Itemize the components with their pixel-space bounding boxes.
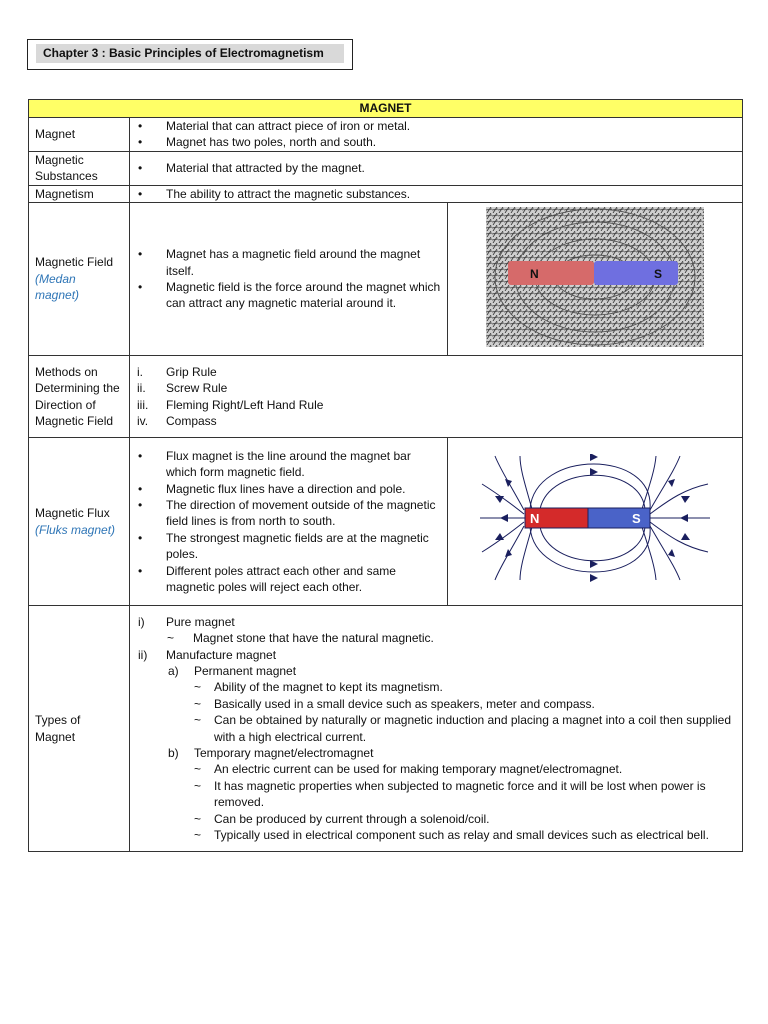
list-item: i) Pure magnet [138,614,235,629]
chapter-title-box [27,39,353,70]
definition-cell [130,438,448,606]
list-item: • Magnetic flux lines have a direction and pole. [138,481,406,496]
list-item: • Magnetic field is the force around the magnet which can attract any magnetic material around it. [138,280,441,311]
list-item: iv. Compass [137,413,217,428]
chapter-title: Chapter 3 : Basic Principles of Electromagnetism [36,44,344,63]
south-label: S [632,511,641,527]
table-row [29,438,743,606]
table-row [29,606,743,852]
list-item: • The strongest magnetic fields are at the magnetic poles. [138,530,429,562]
list-item: • Material that can attract piece of iron or metal. [138,119,411,133]
definition-cell [130,185,743,202]
list-item: a) Permanent magnet [168,663,297,678]
definition-cell [130,606,743,852]
list-item: iii. Fleming Right/Left Hand Rule [137,397,324,412]
definition-cell [130,151,743,185]
table-row [29,151,743,185]
table-row [29,356,743,438]
translation-fluks-magnet: (Fluks magnet) [35,522,116,537]
north-label: N [530,266,539,281]
definition-cell [130,203,448,356]
list-item: ~ Magnet stone that have the natural magnetic. [167,631,434,646]
term-magnet: Magnet [29,118,130,152]
south-label: S [654,266,663,281]
list-item: • Different poles attract each other and same magnetic poles will reject each other. [138,563,396,594]
list-item: ~ Typically used in electrical component such as relay and small devices such as electrical bell. [194,827,709,842]
list-item: ~ Can be produced by current through a solenoid/coil. [194,811,490,826]
term-magnetic-field: Magnetic Field (Medan magnet) [29,203,130,356]
list-item: ii. Screw Rule [137,381,228,396]
term-magnetic-flux: Magnetic Flux (Fluks magnet) [29,438,130,606]
term-magnetic-substances: Magnetic Substances [29,151,130,185]
list-item: b) Temporary magnet/electromagnet [168,745,374,760]
magnet-field-image [486,207,704,347]
list-item: i. Grip Rule [137,364,217,379]
list-item: • The ability to attract the magnetic substances. [138,186,411,201]
north-label: N [530,511,540,527]
list-item: • Magnet has a magnetic field around the magnet itself. [138,247,421,278]
definition-cell [130,118,743,152]
translation-medan-magnet: (Medan magnet) [35,271,80,303]
term-methods: Methods on Determining the Direction of Magnetic Field [29,356,130,438]
term-types-of-magnet: Types of Magnet [29,606,130,852]
list-item: ii) Manufacture magnet [138,647,277,662]
flux-lines-figure [448,438,743,606]
iron-filings-figure [448,203,743,356]
definition-cell [130,356,743,438]
magnet-table [28,99,743,852]
list-item: • Material that attracted by the magnet. [138,161,365,176]
list-item: • Magnet has two poles, north and south. [138,135,377,150]
list-item: ~ Basically used in a small device such as speakers, meter and compass. [194,696,595,711]
flux-diagram-image [480,454,710,584]
table-row [29,185,743,202]
term-magnetism: Magnetism [29,185,130,202]
list-item: ~ It has magnetic properties when subjected to magnetic force and it will be lost when power is removed. [194,778,706,810]
list-item: ~ Can be obtained by naturally or magnetic induction and placing a magnet into a coil then supplied with a high electrical current. [194,713,732,744]
list-item: ~ An electric current can be used for making temporary magnet/electromagnet. [194,762,623,777]
list-item: • The direction of movement outside of the magnetic field lines is from north to south. [138,497,436,529]
list-item: • Flux magnet is the line around the magnet bar which form magnetic field. [138,448,411,480]
table-row [29,203,743,356]
table-row [29,118,743,152]
table-header: MAGNET [29,100,743,118]
list-item: ~ Ability of the magnet to kept its magnetism. [194,680,443,695]
